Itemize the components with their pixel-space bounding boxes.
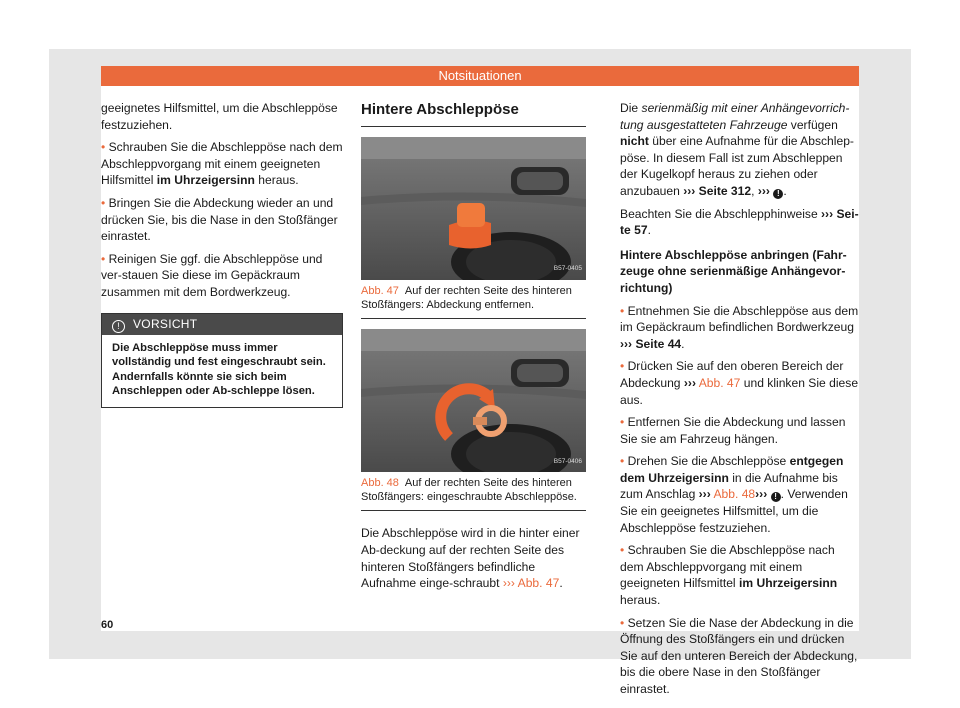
- bullet-item: • Reinigen Sie ggf. die Abschleppöse und ver-stauen Sie diese im Gepäckraum zusammen mit dem Bordwerkzeug.: [101, 251, 323, 299]
- bullet-icon: •: [101, 140, 106, 155]
- bullet-item: • Schrauben Sie die Abschleppöse nach dem Abschleppvorgang mit einem geeigneten Hilfsmittel im Uhrzeigersinn heraus.: [620, 543, 838, 608]
- bullet-icon: •: [620, 454, 625, 469]
- bullet-item: • Setzen Sie die Nase der Abdeckung in die Öffnung des Stoßfängers ein und drücken Sie auf den unteren Bereich der Abdeckung, bis die obere Nase in den Stoßfänger einrastet.: [620, 615, 858, 696]
- tow-eye-illustration: [361, 329, 586, 472]
- bullet-icon: •: [620, 415, 625, 430]
- bullet-icon: •: [101, 251, 106, 266]
- paragraph: Die Abschleppöse wird in die hinter einer Ab-deckung auf der rechten Seite des hinteren Stoßfängers befindliche Aufnahme einge-schraubt ››› Abb. 47.: [361, 526, 580, 591]
- warning-reference-icon: !: [771, 492, 781, 502]
- bullet-icon: •: [620, 303, 625, 318]
- bullet-item: • Entnehmen Sie die Abschleppöse aus dem im Gepäckraum befindlichen Bordwerkzeug ››› Seite 44.: [620, 303, 859, 351]
- cross-reference-link[interactable]: Abb. 48: [713, 487, 756, 502]
- figure-47-image: [361, 137, 586, 280]
- bullet-item: • Bringen Sie die Abdeckung wieder an und drücken Sie, bis die Nase in den Stoßfänger einrastet.: [101, 195, 338, 244]
- figure-code: B57-0406: [553, 457, 582, 465]
- figure-caption: Abb. 47 Auf der rechten Seite des hinteren Stoßfängers: Abdeckung entfernen.: [361, 285, 586, 319]
- warning-text: Die Abschleppöse muss immer vollständig und fest eingeschraubt sein. Andernfalls könnte sie sich beim Anschleppen oder Ab-schleppe lösen.: [112, 341, 326, 398]
- cross-reference-link[interactable]: ››› Sei-te 57: [620, 206, 859, 238]
- section-heading: Hintere Abschleppöse: [361, 100, 586, 127]
- figure-48-image: [361, 329, 586, 472]
- warning-icon: !: [112, 320, 125, 333]
- bullet-item: • Schrauben Sie die Abschleppöse nach dem Abschleppvorgang mit einem geeigneten Hilfsmittel im Uhrzeigersinn heraus.: [101, 140, 343, 188]
- column-right: [620, 100, 860, 704]
- cross-reference-link[interactable]: ››› Seite 44: [620, 336, 682, 351]
- subheading: Hintere Abschleppöse anbringen (Fahr-zeuge ohne serienmäßige Anhängevor-richtung): [620, 247, 847, 295]
- bullet-icon: •: [620, 543, 625, 558]
- bullet-icon: •: [620, 615, 625, 630]
- figure-code: B57-0405: [553, 265, 582, 273]
- column-left: [101, 100, 343, 408]
- section-banner: Notsituationen: [101, 66, 859, 86]
- bullet-icon: •: [620, 359, 625, 374]
- cross-reference-link[interactable]: ››› Abb. 47: [502, 576, 560, 591]
- cross-reference-link[interactable]: ›››: [757, 183, 770, 198]
- cross-reference-link[interactable]: Abb. 47: [698, 375, 741, 390]
- paragraph: geeignetes Hilfsmittel, um die Abschleppöse festzuziehen.: [101, 101, 338, 132]
- figure-caption: Abb. 48 Auf der rechten Seite des hinteren Stoßfängers: eingeschraubte Abschleppöse.: [361, 477, 586, 511]
- page-number: 60: [101, 619, 114, 631]
- warning-box: [101, 313, 343, 408]
- bumper-cover-illustration: [361, 137, 586, 280]
- column-middle: [361, 100, 586, 598]
- bullet-icon: •: [101, 195, 106, 210]
- warning-reference-icon: !: [773, 189, 783, 199]
- cross-reference-link[interactable]: ››› Seite 312: [683, 183, 752, 198]
- bullet-item: • Drücken Sie auf den oberen Bereich der Abdeckung ››› Abb. 47 und klinken Sie diese aus.: [620, 359, 859, 407]
- warning-header: ! VORSICHT: [102, 314, 342, 335]
- paragraph: Die serienmäßig mit einer Anhängevorrich-tung ausgestatteten Fahrzeuge verfügen nicht über eine Aufnahme für die Abschlep-pöse. In diesem Fall ist zum Abschleppen der Kugelkopf heraus zu ziehen oder anzubauen ››› Seite 312, ››› ! .: [620, 101, 854, 198]
- bullet-item: • Drehen Sie die Abschleppöse entgegen dem Uhrzeigersinn in die Aufnahme bis zum Anschlag ››› Abb. 48››› ! . Verwenden Sie ein geeignetes Hilfsmittel, um die Abschleppöse festzuziehen.: [620, 454, 848, 535]
- bullet-item: • Entfernen Sie die Abdeckung und lassen Sie sie am Fahrzeug hängen.: [620, 415, 846, 446]
- paragraph: Beachten Sie die Abschlepphinweise ››› Sei-te 57.: [620, 206, 859, 238]
